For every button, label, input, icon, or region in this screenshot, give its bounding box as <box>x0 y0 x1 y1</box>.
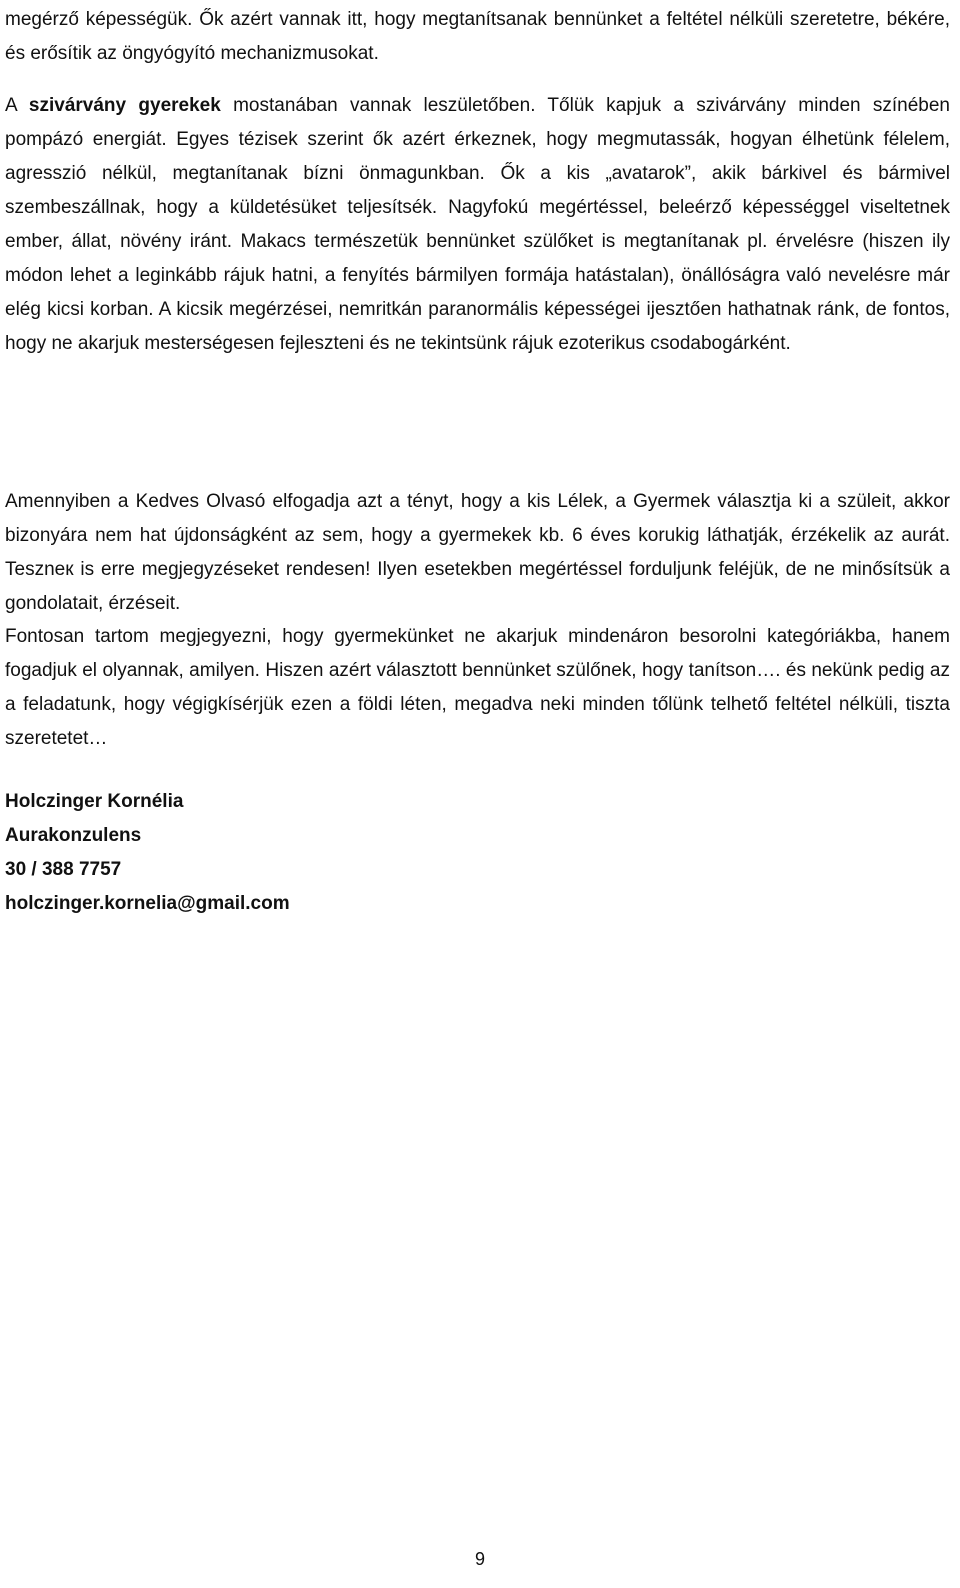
paragraph-2-bold: szivárvány gyerekek <box>28 95 221 116</box>
paragraph-2-start: A <box>5 95 29 116</box>
paragraph-1: megérző képességük. Ők azért vannak itt, hogy megtanítsanak bennünket a feltétel nélküli szeretetre, békére, és erősítik az öngyógyító mechanizmusokat. <box>5 9 950 64</box>
signature-email: holczinger.kornelia@gmail.com <box>5 893 290 914</box>
signature-block <box>5 785 950 921</box>
paragraph-3: Amennyiben a Kedves Olvasó elfogadja azt a tényt, hogy a kis Lélek, a Gyermek választja ki a szüleit, akkor bizonyára nem hat újdonságként az sem, hogy a gyermekek kb. 6 éves korukig láthatják, érzékelik az aurát. Teszneк is erre megjegyzéseket rendesen! Ilyen esetekben megértéssel forduljunk feléjük, de ne minősítsük a gondolatait, érzéseit. <box>5 491 950 614</box>
paragraph-2-rest: mostanában vannak leszületőben. Tőlük kapjuk a szivárvány minden színében pompázó energiát. Egyes tézisek szerint ők azért érkeznek, hogy megmutassák, hogyan élhetünk félelem, agresszió nélkül, megtanítanak bízni önmagunkban. Ők a kis „avatarok”, akik bárkivel és bármivel szembeszállnak, hogy a küldetésüket teljesítsék. Nagyfokú megértéssel, beleérző képességgel viseltetnek ember, állat, növény iránt. Makacs természetük bennünket szülőket is megtanítanak pl. érvelésre (hiszen ily módon lehet a leginkább rájuk hatni, a fenyítés bármilyen formája hatástalan), önállóságra való nevelésre már elég kicsi korban. A kicsik megérzései, nemritkán paranormális képességei ijesztően hathatnak ránk, de fontos, hogy ne akarjuk mesterségesen fejleszteni és ne tekintsünk rájuk ezoterikus csodabogárként. <box>5 95 950 354</box>
signature-name: Holczinger Kornélia <box>5 791 184 812</box>
page-number: 9 <box>474 1549 485 1569</box>
signature-title: Aurakonzulens <box>5 825 142 846</box>
paragraph-2 <box>5 89 950 361</box>
signature-phone: 30 / 388 7757 <box>5 859 122 880</box>
paragraph-4: Fontosan tartom megjegyezni, hogy gyermekünket ne akarjuk mindenáron besorolni kategóriákba, hanem fogadjuk el olyannak, amilyen. Hiszen azért választott bennünket szülőnek, hogy tanítson…. és nekünk pedig az a feladatunk, hogy végigkísérjük ezen a földi léten, megadva neki minden tőlünk telhető feltétel nélküli, tiszta szeretetet… <box>5 626 950 749</box>
